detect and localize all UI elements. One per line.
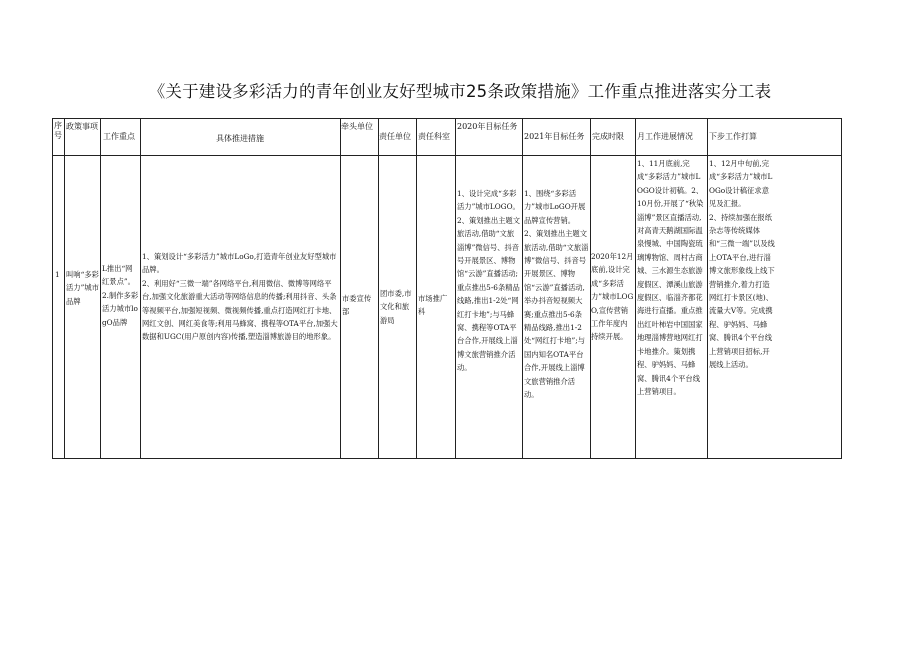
header-deadline: 完成时限: [592, 132, 624, 141]
row-policy: 叫响“多彩活力”城市品牌: [66, 270, 99, 306]
col-border: [635, 118, 636, 459]
row-seq: 1: [55, 270, 60, 279]
header-divider: [52, 155, 842, 156]
header-seq: 序号: [54, 121, 62, 140]
row-deadline: 2020年12月底前,设计完成“多彩活力”城市LOGO,宣传营销工作年度内持续开展。: [591, 252, 634, 342]
row-measures: 1、策划设计“多彩活力”城市LoGo,打造青年创业友好型城市品牌。 2、利用好“三微一端”各网络平台,利用微信、微博等网络平台,加强文化旅游重大活动等网络信息的传播;利用抖音、头条等视频平台,加强短视频、微视频传播,重点打造网红打卡地、网红文创、网红美食等;利用马蜂窝、携程等OTA平台,加强大数据和UGC(用户原创内容)传播,塑造淄博旅游目的地形象。: [142, 252, 338, 342]
header-lead: 牵头单位: [341, 122, 373, 131]
col-border: [416, 118, 417, 459]
col-border: [522, 118, 523, 459]
col-border: [140, 118, 141, 459]
row-goal-2020: 1、设计完成“多彩活力”城市LOGO。2、策划推出主题文旅活动,借助“文旅淄博”微信号、抖音号开展景区、博物馆“云游”直播活动;重点推出5-6条精品线路,推出1-2处“网红打卡地”;与马蜂窝、携程等OTA平台合作,开展线上淄博文旅营销推介活动。: [457, 189, 521, 373]
row-goal-2021: 1、围绕“多彩活力”城市LoGO开展品牌宣传营销。 2、策划推出主题文旅活动,借助“文旅淄博”微信号、抖音号开展景区、博物馆“云游”直播活动,举办抖音短视频大赛;重点推出5-6条精品线路,推出1-2处“网红打卡地”;与国内知名OTA平台合作,开展线上淄博文旅营销推介活动。: [524, 189, 589, 400]
row-resp-dept: 市场推广科: [418, 294, 448, 317]
col-border: [707, 118, 708, 459]
header-progress: 月工作进展情况: [637, 132, 693, 141]
row-progress: 1、11月底前,完成“多彩活力”城市LOGO设计初稿。2、10月份,开展了“秋染淄博”景区直播活动,对高青天鹅湖国际温泉慢城、中国陶瓷琉璃博物馆、周村古商城、三水源生态旅游度假区、潭溪山旅游度假区、临淄齐都花海进行直播。重点推出红叶柿岩中国国家地理淄博营地网红打卡地推介。策划携程、驴妈妈、马蜂窝、腾讯4个平台线上营销项目。: [637, 159, 704, 396]
row-lead: 市委宣传部: [342, 294, 372, 317]
col-border: [340, 118, 341, 459]
header-measures: 具体推进措施: [216, 134, 264, 143]
col-border: [378, 118, 379, 459]
col-border: [52, 118, 53, 459]
header-goal-2021: 2021年目标任务: [524, 132, 585, 141]
col-border: [455, 118, 456, 459]
document-title: 《关于建设多彩活力的青年创业友好型城市25条政策措施》工作重点推进落实分工表: [148, 82, 772, 101]
row-focus: L推出“网红景点”。 2.制作多彩活力城市logO品牌: [102, 264, 139, 327]
col-border: [100, 118, 101, 459]
header-goal-2020: 2020年目标任务: [457, 122, 518, 131]
row-resp-unit: 团市委,市文化和旅游局: [380, 289, 412, 325]
header-resp-unit: 责任单位: [379, 132, 411, 141]
col-border: [841, 118, 842, 459]
table-top-border: [52, 118, 842, 119]
header-next-plan: 下步工作打算: [709, 132, 757, 141]
row-next-plan: 1、12月中旬前,完成“多彩活力”城市LOGo设计稿征求意见及汇报。 2、持续加强在报纸杂志等传统媒体和“三微一端”以及线上OTA平台,进行淄博文旅形象线上线下营销推介,着力打造网红打卡景区(地)、流量大V等。完成携程、驴妈妈、马蜂窝、腾讯4个平台线上营销项目招标,开展线上活动。: [709, 159, 775, 370]
header-resp-dept: 责任科室: [418, 132, 450, 141]
col-border: [64, 118, 65, 459]
table-bottom-border: [52, 458, 842, 459]
header-policy: 政策事项: [66, 122, 98, 131]
header-focus: 工作重点: [103, 132, 135, 141]
